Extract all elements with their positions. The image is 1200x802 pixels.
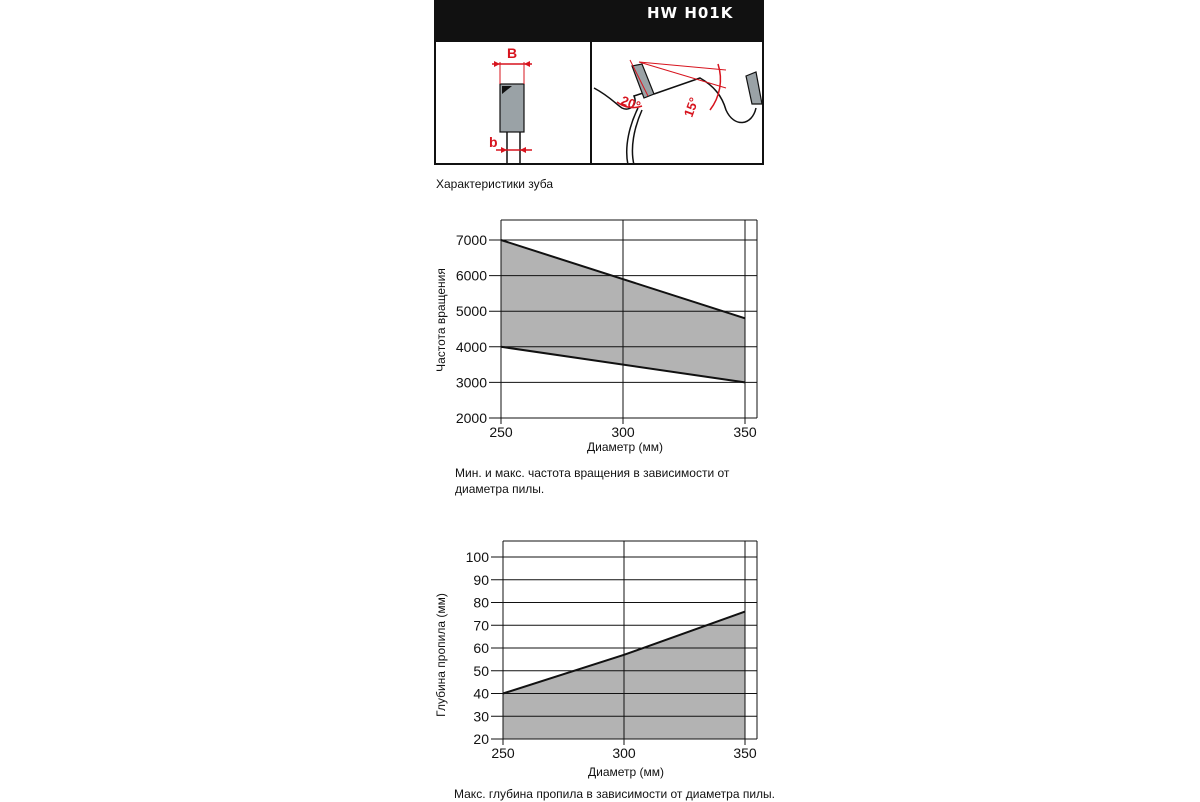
y-tick-label: 30 <box>473 708 489 725</box>
dim-B-arrow-right <box>524 61 530 67</box>
y-tick-label: 3000 <box>455 374 487 391</box>
y-tick-label: 60 <box>473 640 489 656</box>
series-line-1 <box>503 612 745 694</box>
y-tick-label: 6000 <box>455 267 487 284</box>
tooth-caption: Характеристики зуба <box>436 177 554 191</box>
product-title: HW H01K <box>647 4 734 22</box>
y-tick-label: 100 <box>465 549 489 565</box>
series-line-1 <box>501 240 745 318</box>
x-tick-label: 350 <box>733 424 757 440</box>
y-tick-label: 70 <box>473 617 489 634</box>
x-tick-label: 300 <box>612 745 636 761</box>
x-tick-label: 300 <box>611 424 635 440</box>
y-tick-label: 90 <box>473 571 489 588</box>
x-tick-label: 350 <box>733 745 757 761</box>
tooth-diagram <box>434 0 764 165</box>
dim-B-arrow-left <box>494 61 500 67</box>
y-tick-label: 20 <box>473 731 489 747</box>
y-axis-label: Глубина пропила (мм) <box>434 593 448 717</box>
x-axis-label: Диаметр (мм) <box>587 765 665 779</box>
y-tick-label: 40 <box>473 685 489 702</box>
dim-b-arrow-right <box>520 147 526 153</box>
y-tick-label: 4000 <box>455 338 487 355</box>
y-tick-label: 80 <box>473 594 489 611</box>
tooth-1 <box>632 64 654 98</box>
dim-B-label: B <box>507 45 518 61</box>
tooth-width-diagram <box>489 45 532 165</box>
range-area <box>501 240 745 382</box>
rake-angle-label: 20° <box>618 92 643 114</box>
speed-chart-caption: Мин. и макс. частота вращения в зависимости от диаметра пилы. <box>455 466 730 496</box>
tooth-angle-diagram <box>594 60 762 165</box>
y-tick-label: 5000 <box>455 303 487 320</box>
series-line-2 <box>501 347 745 383</box>
depth-chart-caption: Макс. глубина пропила в зависимости от диаметра пилы. <box>454 787 775 801</box>
y-tick-label: 7000 <box>455 232 487 248</box>
tooth-2 <box>746 72 762 104</box>
y-axis-label: Частота вращения <box>434 268 448 372</box>
x-tick-label: 250 <box>489 424 513 440</box>
y-tick-label: 2000 <box>455 410 487 426</box>
dim-b-arrow-left <box>501 147 507 153</box>
dim-b-label: b <box>489 134 498 150</box>
x-axis-label: Диаметр (мм) <box>586 440 664 454</box>
tooth-panel <box>434 0 764 165</box>
clearance-angle-label: 15° <box>680 95 702 120</box>
y-tick-label: 50 <box>473 662 489 679</box>
blade-contour-2 <box>654 78 756 123</box>
x-tick-label: 250 <box>491 745 515 761</box>
range-area <box>503 612 745 739</box>
